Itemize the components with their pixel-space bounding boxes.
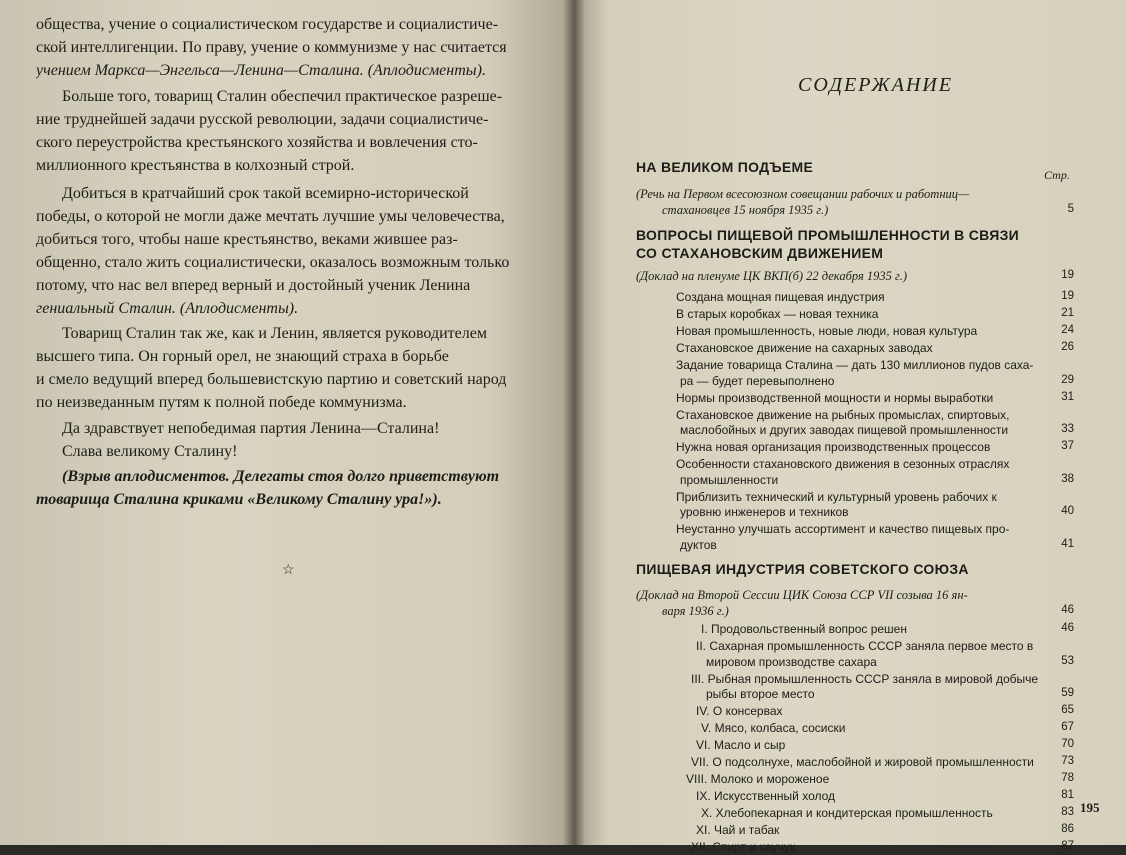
page-ref: 24 <box>1061 324 1074 336</box>
toc-entry: В старых коробках — новая техника <box>676 307 879 321</box>
section-heading: СО СТАХАНОВСКИМ ДВИЖЕНИЕМ <box>636 245 884 261</box>
text-line: миллионного крестьянства в колхозный строй. <box>36 157 355 174</box>
text-line: и смело ведущий вперед большевистскую партию и советский народ <box>36 371 507 388</box>
text-line: общества, учение о социалистическом государстве и социалистиче- <box>36 16 499 33</box>
toc-entry: III. Рыбная промышленность СССР заняла в мировой добыче <box>691 671 1039 686</box>
text-line: Да здравствует непобедимая партия Ленина—Сталина! <box>62 420 440 437</box>
toc-entry: IV. О консервах <box>696 704 783 718</box>
toc-entry: VIII. Молоко и мороженое <box>686 772 830 786</box>
toc-entry: рыбы второе место <box>706 687 815 701</box>
toc-entry: XII. Спирт и каучук <box>691 840 796 854</box>
page-column-label: Стр. <box>1044 168 1070 182</box>
page-ref: 87 <box>1061 840 1074 852</box>
page-ref: 46 <box>1061 604 1074 616</box>
toc-entry: XI. Чай и табак <box>696 823 780 837</box>
text-line: Товарищ Сталин так же, как и Ленин, является руководителем <box>62 325 487 342</box>
toc-entry: Стахановское движение на сахарных заводах <box>676 341 933 355</box>
page-ref: 59 <box>1061 687 1074 699</box>
page-ref: 67 <box>1061 721 1074 733</box>
toc-entry: мировом производстве сахара <box>706 654 877 669</box>
toc-entry: дуктов <box>680 537 717 552</box>
section-subtitle: (Доклад на Второй Сессии ЦИК Союза ССР VII созыва 16 ян- <box>636 588 968 602</box>
toc-entry: ра — будет перевыполнено <box>680 373 835 388</box>
section-heading: ПИЩЕВАЯ ИНДУСТРИЯ СОВЕТСКОГО СОЮЗА <box>636 561 969 577</box>
page-ref: 53 <box>1061 654 1074 667</box>
text-line: Слава великому Сталину! <box>62 443 238 460</box>
text-line: потому, что нас вел вперед верный и достойный ученик Ленина <box>36 277 471 294</box>
toc-entry: уровню инженеров и техников <box>680 505 849 519</box>
text-line: добиться того, чтобы наше крестьянство, веками жившее раз- <box>36 231 458 248</box>
section-subtitle: (Речь на Первом всесоюзном совещании рабочих и работниц— <box>636 187 970 201</box>
toc-entry: Приблизить технический и культурный уровень рабочих к <box>676 489 997 504</box>
toc-entry: V. Мясо, колбаса, сосиски <box>701 721 846 735</box>
toc-entry: X. Хлебопекарная и кондитерская промышленность <box>701 806 993 820</box>
text-line: победы, о которой не могли даже мечтать лучшие умы человечества, <box>36 208 505 225</box>
toc-entry: VI. Масло и сыр <box>696 738 786 752</box>
text-line: ского переустройства крестьянского хозяйства и вовлечения сто- <box>36 134 478 151</box>
page-ref: 86 <box>1061 823 1074 835</box>
toc-entry: Нормы производственной мощности и нормы выработки <box>676 390 994 405</box>
page-ref: 41 <box>1061 537 1074 550</box>
page-ref: 83 <box>1061 806 1074 818</box>
page-ref: 19 <box>1061 290 1074 302</box>
toc-entry: IX. Искусственный холод <box>696 789 836 803</box>
text-line: Добиться в кратчайший срок такой всемирно-исторической <box>62 185 469 202</box>
text-line: (Взрыв аплодисментов. Делегаты стоя долго приветствуют <box>62 468 500 485</box>
text-line: товарища Сталина криками «Великому Сталину ура!»). <box>36 491 442 508</box>
toc-entry: VII. О подсолнухе, маслобойной и жировой промышленности <box>691 755 1034 769</box>
toc-entry: Особенности стахановского движения в сезонных отраслях <box>676 457 1010 471</box>
section-subtitle: варя 1936 г.) <box>662 604 729 618</box>
section-subtitle: (Доклад на пленуме ЦК ВКП(б) 22 декабря 1935 г.) <box>636 269 908 283</box>
page-ref: 21 <box>1061 307 1074 319</box>
page-ref: 40 <box>1061 505 1074 517</box>
text-line: ние труднейшей задачи русской революции, задачи социалистиче- <box>36 111 489 128</box>
text-line: учением Маркса—Энгельса—Ленина—Сталина. (Аплодисменты). <box>36 62 486 79</box>
page-ref: 81 <box>1061 789 1074 801</box>
book-gutter <box>563 0 585 845</box>
toc-entry: Неустанно улучшать ассортимент и качество пищевых про- <box>676 522 1010 536</box>
toc-entry: Задание товарища Сталина — дать 130 миллионов пудов саха- <box>676 358 1034 372</box>
page-ref: 78 <box>1061 772 1074 784</box>
page-ref: 19 <box>1061 269 1074 281</box>
toc-entry: Новая промышленность, новые люди, новая культура <box>676 324 978 338</box>
page-ref: 65 <box>1061 704 1074 716</box>
star-ornament-icon: ☆ <box>282 563 295 578</box>
page-ref: 73 <box>1061 755 1074 767</box>
toc-entry: I. Продовольственный вопрос решен <box>701 622 907 636</box>
page-ref: 33 <box>1061 423 1074 435</box>
text-line: общенно, стало жить социалистически, оказалось возможным только <box>36 254 510 271</box>
text-line: высшего типа. Он горный орел, не знающий страха в борьбе <box>36 348 449 365</box>
page-ref: 26 <box>1061 341 1074 353</box>
toc-entry: II. Сахарная промышленность СССР заняла первое место в <box>696 639 1034 653</box>
text-line: Больше того, товарищ Сталин обеспечил практическое разреше- <box>62 88 503 105</box>
page-ref: 29 <box>1061 373 1074 386</box>
section-heading: НА ВЕЛИКОМ ПОДЪЕМЕ <box>636 159 814 175</box>
page-ref: 5 <box>1067 203 1074 215</box>
text-line: по неизведанным путям к полной победе коммунизма. <box>36 394 407 411</box>
text-line: ской интеллигенции. По праву, учение о коммунизме у нас считается <box>36 39 507 56</box>
page-ref: 37 <box>1061 440 1074 452</box>
toc-entry: Нужна новая организация производственных процессов <box>676 440 991 454</box>
page-ref: 46 <box>1061 622 1074 634</box>
section-subtitle: стахановцев 15 ноября 1935 г.) <box>662 203 829 217</box>
page-ref: 38 <box>1061 472 1074 485</box>
toc-entry: маслобойных и других заводах пищевой промышленности <box>680 423 1009 437</box>
page-ref: 31 <box>1061 390 1074 403</box>
page-ref: 70 <box>1061 738 1074 750</box>
text-line: гениальный Сталин. (Аплодисменты). <box>36 300 299 317</box>
toc-entry: промышленности <box>680 472 779 487</box>
toc-entry: Стахановское движение на рыбных промыслах, спиртовых, <box>676 407 1010 422</box>
toc-entry: Создана мощная пищевая индустрия <box>676 290 885 304</box>
page-number: 195 <box>1080 800 1100 815</box>
page-title: СОДЕРЖАНИЕ <box>798 74 954 96</box>
section-heading: ВОПРОСЫ ПИЩЕВОЙ ПРОМЫШЛЕННОСТИ В СВЯЗИ <box>636 227 1020 243</box>
